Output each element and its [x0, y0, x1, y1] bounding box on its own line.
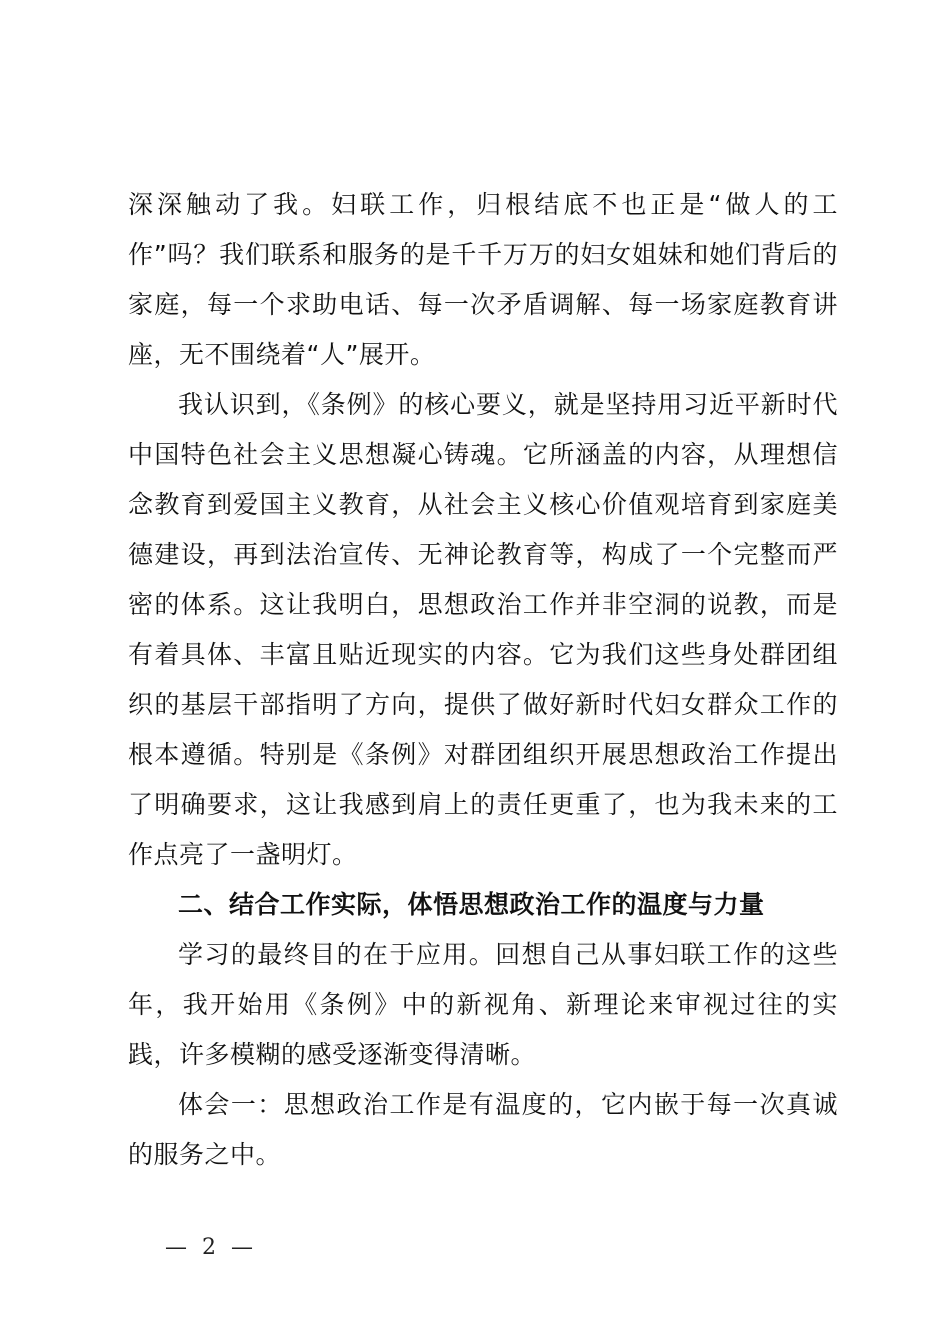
section-heading-two: 二、结合工作实际，体悟思想政治工作的温度与力量	[178, 890, 765, 919]
paragraph-continued: 深深触动了我。妇联工作，归根结底不也正是“做人的工作”吗？我们联系和服务的是千千万万的妇女姐妹和她们背后的家庭，每一个求助电话、每一次矛盾调解、每一场家庭教育讲座，无不围绕着“人”展开。	[128, 190, 838, 369]
document-body	[128, 180, 838, 1180]
paragraph-insight-one: 体会一：思想政治工作是有温度的，它内嵌于每一次真诚的服务之中。	[128, 1090, 838, 1169]
page-number: — 2 —	[165, 1235, 257, 1260]
paragraph-core-meaning: 我认识到，《条例》的核心要义，就是坚持用习近平新时代中国特色社会主义思想凝心铸魂。它所涵盖的内容，从理想信念教育到爱国主义教育，从社会主义核心价值观培育到家庭美德建设，再到法治宣传、无神论教育等，构成了一个完整而严密的体系。这让我明白，思想政治工作并非空洞的说教，而是有着具体、丰富且贴近现实的内容。它为我们这些身处群团组织的基层干部指明了方向，提供了做好新时代妇女群众工作的根本遵循。特别是《条例》对群团组织开展思想政治工作提出了明确要求，这让我感到肩上的责任更重了，也为我未来的工作点亮了一盏明灯。	[128, 390, 838, 869]
paragraph-application: 学习的最终目的在于应用。回想自己从事妇联工作的这些年，我开始用《条例》中的新视角、新理论来审视过往的实践，许多模糊的感受逐渐变得清晰。	[128, 940, 838, 1069]
